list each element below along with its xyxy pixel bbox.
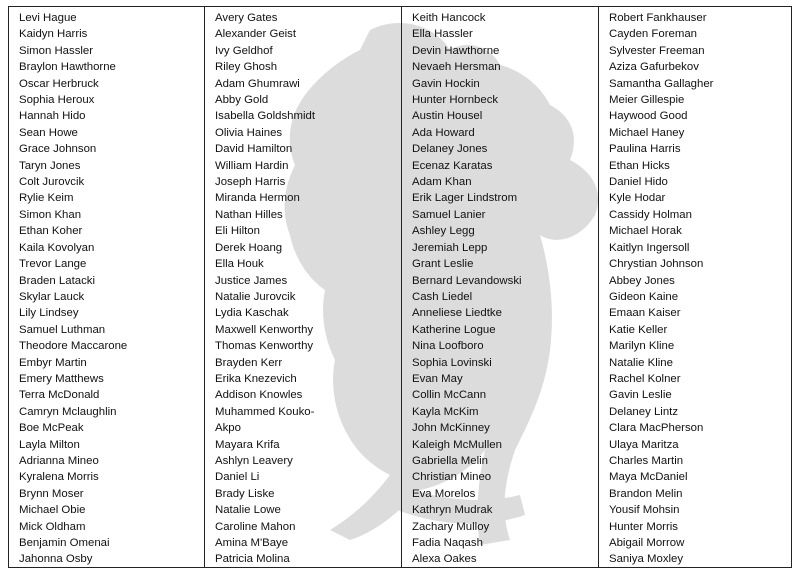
name-entry: Addison Knowles [215,389,303,402]
name-entry: Katherine Logue [412,323,496,336]
name-entry: Adrianna Mineo [19,454,99,467]
name-column-1 [9,7,205,567]
name-entry: Cassidy Holman [609,208,692,221]
name-entry: Colt Jurovcik [19,176,85,189]
name-entry: Alexa Oakes [412,553,477,566]
name-entry: Thomas Kenworthy [215,340,314,353]
name-column-2 [205,7,402,567]
name-entry: Layla Milton [19,438,80,451]
name-entry: Christian Mineo [412,471,492,484]
name-entry: Hunter Morris [609,520,678,533]
name-entry: Nevaeh Hersman [412,61,501,74]
name-entry: Ella Hassler [412,28,473,41]
name-entry: Kyralena Morris [19,471,99,484]
name-entry: Rylie Keim [19,192,74,205]
name-entry: Amina M'Baye [215,537,289,549]
name-entry: Ecenaz Karatas [412,159,493,172]
name-entry: Natalie Lowe [215,504,281,517]
name-entry: Muhammed Kouko-Akpo [215,405,315,435]
name-entry: Gideon Kaine [609,290,679,303]
name-entry: Avery Gates [215,12,278,24]
name-entry: Abbey Jones [609,274,675,287]
name-entry: Mick Oldham [19,520,86,533]
name-entry: Kaitlyn Ingersoll [609,241,690,254]
name-entry: Caroline Mahon [215,520,296,533]
name-entry: Oscar Herbruck [19,77,99,90]
name-entry: Erika Knezevich [215,372,297,385]
name-entry: Sophia Heroux [19,94,95,107]
name-entry: Michael Obie [19,504,86,517]
name-entry: Jeremiah Lepp [412,241,488,254]
name-entry: Justice James [215,274,288,287]
name-entry: Evan May [412,372,463,385]
name-entry: Emaan Kaiser [609,307,681,320]
name-entry: Nina Loofboro [412,340,484,353]
name-entry: William Hardin [215,159,289,172]
name-entry: Daniel Li [215,471,260,484]
name-entry: Haywood Good [609,110,688,123]
name-entry: Keith Hancock [412,12,486,24]
name-entry: Ella Houk [215,258,264,271]
name-entry: Abigail Morrow [609,537,685,549]
name-entry: Maxwell Kenworthy [215,323,314,336]
name-entry: Maya McDaniel [609,471,688,484]
name-entry: Alexander Geist [215,28,297,41]
name-entry: Braden Latacki [19,274,95,287]
name-entry: Brayden Kerr [215,356,283,369]
name-entry: Brynn Moser [19,487,84,500]
name-entry: Daniel Hido [609,176,668,189]
name-entry: Skylar Lauck [19,290,85,303]
name-entry: Charles Martin [609,454,684,467]
name-entry: David Hamilton [215,143,293,156]
name-entry: Abby Gold [215,94,269,107]
name-entry: Levi Hague [19,12,77,24]
name-entry: Clara MacPherson [609,422,704,435]
name-entry: Cash Liedel [412,290,473,303]
name-entry: Kaleigh McMullen [412,438,502,451]
name-entry: Jahonna Osby [19,553,93,566]
name-entry: Braylon Hawthorne [19,61,116,74]
name-entry: John McKinney [412,422,490,435]
name-entry: Kyle Hodar [609,192,666,205]
name-entry: Ashley Legg [412,225,475,238]
name-entry: Fadia Naqash [412,537,483,549]
name-entry: Michael Haney [609,126,685,139]
name-entry: Samuel Lanier [412,208,486,221]
name-entry: Kaila Kovolyan [19,241,95,254]
name-column-3 [402,7,599,567]
name-entry: Patricia Molina [215,553,290,566]
name-entry: Lydia Kaschak [215,307,289,320]
name-entry: Embyr Martin [19,356,87,369]
name-entry: Katie Keller [609,323,668,336]
name-entry: Bernard Levandowski [412,274,522,287]
name-entry: Lily Lindsey [19,307,79,320]
name-entry: Taryn Jones [19,159,81,172]
name-entry: Boe McPeak [19,422,84,435]
name-entry: Rachel Kolner [609,372,681,385]
name-entry: Ashlyn Leavery [215,454,293,467]
name-entry: Terra McDonald [19,389,100,402]
name-entry: Sean Howe [19,126,78,139]
name-entry: Grace Johnson [19,143,97,156]
name-entry: Derek Hoang [215,241,283,254]
name-entry: Mayara Krifa [215,438,280,451]
name-entry: Meier Gillespie [609,94,685,107]
name-entry: Cayden Foreman [609,28,698,41]
name-entry: Sylvester Freeman [609,44,705,57]
name-entry: Natalie Jurovcik [215,290,296,303]
name-table [8,6,792,568]
name-entry: Trevor Lange [19,258,87,271]
name-entry: Saniya Moxley [609,553,684,566]
name-entry: Riley Ghosh [215,61,278,74]
name-entry: Emery Matthews [19,372,104,385]
name-entry: Olivia Haines [215,126,283,139]
name-entry: Devin Hawthorne [412,44,500,57]
name-entry: Yousif Mohsin [609,504,680,517]
name-entry: Benjamin Omenai [19,537,110,549]
name-entry: Ivy Geldhof [215,44,273,57]
name-entry: Aziza Gafurbekov [609,61,699,74]
name-entry: Simon Hassler [19,44,94,57]
name-entry: Paulina Harris [609,143,681,156]
name-entry: Miranda Hermon [215,192,300,205]
name-entry: Nathan Hilles [215,208,283,221]
name-entry: Collin McCann [412,389,487,402]
name-entry: Kayla McKim [412,405,479,418]
name-entry: Camryn Mclaughlin [19,405,117,418]
name-entry: Grant Leslie [412,258,474,271]
name-entry: Hunter Hornbeck [412,94,499,107]
name-entry: Eli Hilton [215,225,260,238]
name-entry: Adam Ghumrawi [215,77,300,90]
name-entry: Ada Howard [412,126,475,139]
name-entry: Samuel Luthman [19,323,106,336]
name-entry: Ethan Hicks [609,159,670,172]
name-entry: Ulaya Maritza [609,438,679,451]
name-entry: Michael Horak [609,225,682,238]
name-entry: Brandon Melin [609,487,683,500]
name-entry: Marilyn Kline [609,340,675,353]
name-entry: Delaney Lintz [609,405,679,418]
name-entry: Simon Khan [19,208,82,221]
name-entry: Erik Lager Lindstrom [412,192,518,205]
name-entry: Austin Housel [412,110,483,123]
name-entry: Anneliese Liedtke [412,307,502,320]
name-entry: Brady Liske [215,487,275,500]
name-entry: Gavin Hockin [412,77,480,90]
name-entry: Chrystian Johnson [609,258,704,271]
name-entry: Kaidyn Harris [19,28,88,41]
name-entry: Zachary Mulloy [412,520,490,533]
name-entry: Adam Khan [412,176,472,189]
name-entry: Gavin Leslie [609,389,672,402]
name-entry: Samantha Gallagher [609,77,714,90]
name-column-4 [599,7,793,567]
name-entry: Natalie Kline [609,356,673,369]
name-entry: Gabriella Melin [412,454,488,467]
name-entry: Ethan Koher [19,225,83,238]
name-entry: Eva Morelos [412,487,476,500]
name-entry: Joseph Harris [215,176,286,189]
name-entry: Hannah Hido [19,110,86,123]
name-entry: Isabella Goldshmidt [215,110,316,123]
name-entry: Delaney Jones [412,143,488,156]
name-entry: Theodore Maccarone [19,340,128,353]
name-entry: Sophia Lovinski [412,356,492,369]
name-entry: Robert Fankhauser [609,12,707,24]
name-entry: Kathryn Mudrak [412,504,493,517]
